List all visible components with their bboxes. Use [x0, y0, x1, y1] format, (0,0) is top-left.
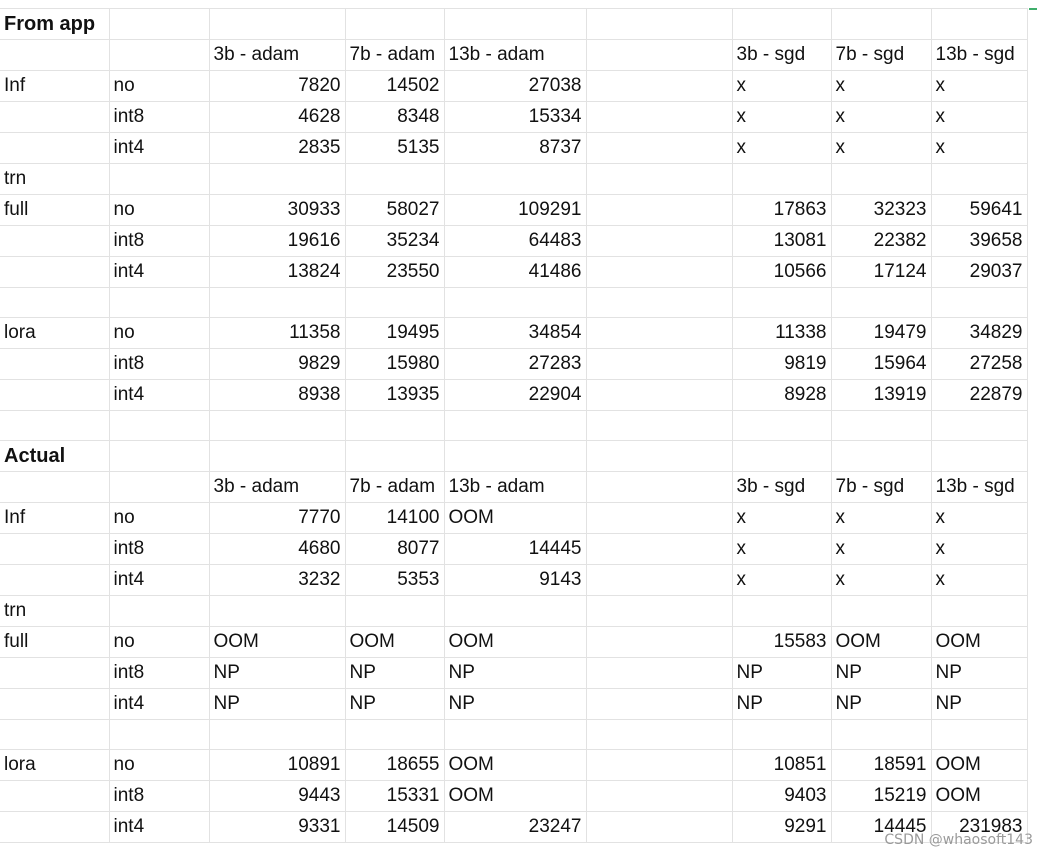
table-row [0, 441, 1027, 472]
table-cell[interactable]: x [931, 71, 1027, 102]
table-cell[interactable]: 27258 [931, 349, 1027, 380]
table-cell[interactable]: no [109, 195, 209, 226]
table-cell[interactable]: OOM [444, 781, 586, 812]
table-cell[interactable]: NP [732, 689, 831, 720]
table-cell[interactable] [345, 596, 444, 627]
table-row [0, 71, 1027, 102]
table-cell[interactable]: x [831, 534, 931, 565]
table-cell[interactable]: 9291 [732, 812, 831, 843]
table-cell[interactable]: int8 [109, 534, 209, 565]
table-row [0, 534, 1027, 565]
table-cell[interactable]: 11358 [209, 318, 345, 349]
table-cell[interactable] [0, 133, 109, 164]
table-row [0, 164, 1027, 195]
table-cell[interactable] [0, 257, 109, 288]
table-cell[interactable]: 109291 [444, 195, 586, 226]
table-cell[interactable] [109, 720, 209, 750]
table-cell[interactable]: x [931, 133, 1027, 164]
table-row [0, 349, 1027, 380]
table-cell[interactable]: x [831, 133, 931, 164]
table-cell[interactable]: 23550 [345, 257, 444, 288]
table-cell[interactable]: From app [0, 9, 109, 40]
table-cell[interactable]: NP [931, 689, 1027, 720]
table-cell[interactable] [586, 288, 732, 318]
table-cell[interactable]: int4 [109, 565, 209, 596]
table-cell[interactable]: 30933 [209, 195, 345, 226]
table-cell[interactable]: 4628 [209, 102, 345, 133]
table-cell[interactable] [0, 380, 109, 411]
table-cell[interactable]: NP [732, 658, 831, 689]
table-cell[interactable]: 14445 [444, 534, 586, 565]
table-cell[interactable] [732, 441, 831, 472]
table-cell[interactable] [586, 71, 732, 102]
table-cell[interactable] [831, 720, 931, 750]
table-cell[interactable] [109, 441, 209, 472]
table-cell[interactable]: 10851 [732, 750, 831, 781]
accent-line [1029, 8, 1037, 10]
table-cell[interactable]: 14100 [345, 503, 444, 534]
table-cell[interactable]: 14509 [345, 812, 444, 843]
table-cell[interactable]: x [931, 565, 1027, 596]
table-cell[interactable] [345, 720, 444, 750]
table-cell[interactable] [831, 9, 931, 40]
table-cell[interactable] [109, 40, 209, 71]
table-row [0, 318, 1027, 349]
table-cell[interactable] [586, 720, 732, 750]
table-cell[interactable] [732, 288, 831, 318]
watermark-text: CSDN @whaosoft143 [884, 832, 1033, 848]
table-cell[interactable] [586, 750, 732, 781]
table-cell[interactable] [586, 40, 732, 71]
table-cell[interactable]: OOM [345, 627, 444, 658]
table-cell[interactable]: int8 [109, 781, 209, 812]
table-cell[interactable]: 15334 [444, 102, 586, 133]
table-cell[interactable]: 41486 [444, 257, 586, 288]
table-cell[interactable] [345, 9, 444, 40]
table-row [0, 411, 1027, 441]
table-cell[interactable]: OOM [444, 627, 586, 658]
table-cell[interactable] [0, 349, 109, 380]
table-cell[interactable] [0, 534, 109, 565]
table-cell[interactable]: 35234 [345, 226, 444, 257]
table-cell[interactable]: OOM [209, 627, 345, 658]
table-cell[interactable] [586, 318, 732, 349]
table-cell[interactable] [586, 257, 732, 288]
table-cell[interactable]: 29037 [931, 257, 1027, 288]
table-cell[interactable]: 5135 [345, 133, 444, 164]
table-cell[interactable] [586, 349, 732, 380]
table-cell[interactable]: 8348 [345, 102, 444, 133]
table-cell[interactable] [345, 164, 444, 195]
table-cell[interactable] [0, 812, 109, 843]
table-cell[interactable]: x [732, 71, 831, 102]
table-cell[interactable]: x [831, 565, 931, 596]
table-cell[interactable]: NP [831, 658, 931, 689]
table-cell[interactable]: 19495 [345, 318, 444, 349]
table-cell[interactable]: x [931, 102, 1027, 133]
table-cell[interactable] [732, 596, 831, 627]
table-cell[interactable] [831, 596, 931, 627]
table-cell[interactable]: 8938 [209, 380, 345, 411]
table-cell[interactable] [0, 472, 109, 503]
table-cell[interactable]: 11338 [732, 318, 831, 349]
table-cell[interactable]: 13b - sgd [931, 472, 1027, 503]
table-cell[interactable] [0, 411, 109, 441]
table-cell[interactable] [345, 288, 444, 318]
table-cell[interactable]: int4 [109, 380, 209, 411]
table-cell[interactable] [209, 441, 345, 472]
table-cell[interactable]: int8 [109, 349, 209, 380]
table-row [0, 9, 1027, 40]
table-cell[interactable] [444, 720, 586, 750]
table-cell[interactable]: NP [931, 658, 1027, 689]
table-cell[interactable]: int4 [109, 812, 209, 843]
table-cell[interactable]: 15331 [345, 781, 444, 812]
table-cell[interactable] [586, 164, 732, 195]
table-row [0, 750, 1027, 781]
table-cell[interactable] [444, 441, 586, 472]
table-cell[interactable]: 7b - adam [345, 472, 444, 503]
table-cell[interactable]: 19479 [831, 318, 931, 349]
table-cell[interactable]: full [0, 195, 109, 226]
table-cell[interactable]: 2835 [209, 133, 345, 164]
table-cell[interactable]: 3b - adam [209, 472, 345, 503]
table-cell[interactable]: Inf [0, 503, 109, 534]
table-cell[interactable]: 7820 [209, 71, 345, 102]
table-cell[interactable] [586, 565, 732, 596]
table-cell[interactable]: 17124 [831, 257, 931, 288]
table-cell[interactable]: 7b - sgd [831, 40, 931, 71]
table-cell[interactable] [931, 164, 1027, 195]
table-cell[interactable]: 22879 [931, 380, 1027, 411]
table-cell[interactable] [831, 411, 931, 441]
table-cell[interactable]: 14445 [831, 812, 931, 843]
table-cell[interactable]: int4 [109, 257, 209, 288]
table-cell[interactable] [0, 781, 109, 812]
table-cell[interactable]: 27038 [444, 71, 586, 102]
table-cell[interactable] [0, 658, 109, 689]
table-cell[interactable] [586, 534, 732, 565]
table-row [0, 102, 1027, 133]
table-cell[interactable]: no [109, 318, 209, 349]
table-cell[interactable]: NP [831, 689, 931, 720]
table-cell[interactable] [209, 164, 345, 195]
table-cell[interactable]: 34854 [444, 318, 586, 349]
table-cell[interactable]: no [109, 627, 209, 658]
table-cell[interactable]: int4 [109, 133, 209, 164]
table-cell[interactable]: 64483 [444, 226, 586, 257]
table-cell[interactable] [831, 164, 931, 195]
table-cell[interactable]: 8737 [444, 133, 586, 164]
table-cell[interactable] [586, 627, 732, 658]
table-cell[interactable]: x [931, 503, 1027, 534]
table-cell[interactable] [209, 411, 345, 441]
table-cell[interactable]: 9443 [209, 781, 345, 812]
table-row [0, 288, 1027, 318]
table-row [0, 133, 1027, 164]
table-cell[interactable]: 7b - adam [345, 40, 444, 71]
table-cell[interactable]: 9829 [209, 349, 345, 380]
table-cell[interactable] [732, 164, 831, 195]
table-cell[interactable] [732, 720, 831, 750]
table-cell[interactable]: OOM [444, 750, 586, 781]
table-cell[interactable] [586, 133, 732, 164]
table-row [0, 565, 1027, 596]
table-cell[interactable]: 32323 [831, 195, 931, 226]
table-row [0, 627, 1027, 658]
table-cell[interactable] [209, 720, 345, 750]
table-cell[interactable]: 18655 [345, 750, 444, 781]
table-cell[interactable] [586, 596, 732, 627]
table-cell[interactable]: 10891 [209, 750, 345, 781]
table-cell[interactable]: 22904 [444, 380, 586, 411]
table-cell[interactable]: 13b - sgd [931, 40, 1027, 71]
table-cell[interactable] [831, 288, 931, 318]
table-cell[interactable]: 3b - adam [209, 40, 345, 71]
table-cell[interactable]: 17863 [732, 195, 831, 226]
table-cell[interactable]: 13b - adam [444, 472, 586, 503]
table-cell[interactable]: NP [444, 658, 586, 689]
table-cell[interactable] [586, 441, 732, 472]
table-cell[interactable] [109, 596, 209, 627]
table-cell[interactable] [444, 411, 586, 441]
table-cell[interactable]: x [931, 534, 1027, 565]
table-cell[interactable]: 3b - sgd [732, 472, 831, 503]
table-cell[interactable] [931, 288, 1027, 318]
table-cell[interactable] [586, 102, 732, 133]
table-cell[interactable] [931, 441, 1027, 472]
table-cell[interactable]: trn [0, 164, 109, 195]
table-cell[interactable]: int8 [109, 102, 209, 133]
table-cell[interactable] [586, 9, 732, 40]
table-cell[interactable] [586, 195, 732, 226]
table-cell[interactable]: 13919 [831, 380, 931, 411]
spreadsheet-table [0, 8, 1028, 843]
table-row [0, 503, 1027, 534]
table-cell[interactable]: 39658 [931, 226, 1027, 257]
table-cell[interactable]: x [732, 102, 831, 133]
table-cell[interactable]: int8 [109, 226, 209, 257]
table-cell[interactable] [109, 288, 209, 318]
table-cell[interactable] [0, 226, 109, 257]
table-cell[interactable] [586, 472, 732, 503]
table-cell[interactable]: x [732, 565, 831, 596]
table-cell[interactable]: 231983 [931, 812, 1027, 843]
table-cell[interactable] [0, 102, 109, 133]
table-cell[interactable]: 19616 [209, 226, 345, 257]
table-cell[interactable]: 5353 [345, 565, 444, 596]
table-cell[interactable]: 3b - sgd [732, 40, 831, 71]
table-cell[interactable] [0, 689, 109, 720]
table-cell[interactable]: 10566 [732, 257, 831, 288]
table-cell[interactable] [444, 288, 586, 318]
table-cell[interactable]: 4680 [209, 534, 345, 565]
table-cell[interactable] [109, 164, 209, 195]
table-cell[interactable]: NP [209, 689, 345, 720]
table-cell[interactable]: OOM [831, 627, 931, 658]
table-cell[interactable]: 9143 [444, 565, 586, 596]
table-cell[interactable]: no [109, 503, 209, 534]
table-cell[interactable]: x [831, 503, 931, 534]
table-cell[interactable]: 3232 [209, 565, 345, 596]
table-cell[interactable]: NP [444, 689, 586, 720]
table-cell[interactable] [732, 9, 831, 40]
table-cell[interactable]: 13b - adam [444, 40, 586, 71]
table-cell[interactable]: 7770 [209, 503, 345, 534]
table-cell[interactable]: 8077 [345, 534, 444, 565]
table-cell[interactable] [0, 565, 109, 596]
table-row [0, 812, 1027, 843]
table-cell[interactable] [444, 596, 586, 627]
table-cell[interactable]: 9331 [209, 812, 345, 843]
table-cell[interactable] [209, 9, 345, 40]
table-cell[interactable] [931, 9, 1027, 40]
table-row [0, 472, 1027, 503]
table-cell[interactable]: lora [0, 318, 109, 349]
table-cell[interactable] [931, 411, 1027, 441]
table-cell[interactable]: 14502 [345, 71, 444, 102]
table-cell[interactable]: x [732, 534, 831, 565]
table-cell[interactable]: NP [345, 658, 444, 689]
table-cell[interactable] [0, 40, 109, 71]
table-cell[interactable]: 23247 [444, 812, 586, 843]
table-cell[interactable] [444, 9, 586, 40]
table-cell[interactable]: lora [0, 750, 109, 781]
table-cell[interactable] [0, 720, 109, 750]
table-row [0, 596, 1027, 627]
table-cell[interactable]: OOM [931, 750, 1027, 781]
table-cell[interactable] [444, 164, 586, 195]
table-row [0, 40, 1027, 71]
table-cell[interactable]: 7b - sgd [831, 472, 931, 503]
table-row [0, 257, 1027, 288]
table-cell[interactable] [109, 9, 209, 40]
table-cell[interactable] [586, 812, 732, 843]
table-cell[interactable]: 15219 [831, 781, 931, 812]
table-cell[interactable] [209, 596, 345, 627]
table-cell[interactable] [586, 380, 732, 411]
table-cell[interactable] [586, 503, 732, 534]
table-row [0, 226, 1027, 257]
table-cell[interactable]: int4 [109, 689, 209, 720]
table-cell[interactable]: 13935 [345, 380, 444, 411]
table-cell[interactable]: Actual [0, 441, 109, 472]
table-row [0, 380, 1027, 411]
table-cell[interactable]: 34829 [931, 318, 1027, 349]
table-cell[interactable] [586, 689, 732, 720]
table-cell[interactable] [586, 658, 732, 689]
table-cell[interactable]: NP [345, 689, 444, 720]
table-cell[interactable] [931, 596, 1027, 627]
table-cell[interactable]: 15964 [831, 349, 931, 380]
table-cell[interactable]: OOM [931, 627, 1027, 658]
spreadsheet-body [0, 9, 1027, 843]
table-cell[interactable]: 9403 [732, 781, 831, 812]
table-cell[interactable]: 18591 [831, 750, 931, 781]
table-cell[interactable]: OOM [444, 503, 586, 534]
table-cell[interactable]: 8928 [732, 380, 831, 411]
table-cell[interactable]: 13824 [209, 257, 345, 288]
table-row [0, 195, 1027, 226]
table-cell[interactable]: 59641 [931, 195, 1027, 226]
table-cell[interactable] [586, 781, 732, 812]
table-cell[interactable] [931, 720, 1027, 750]
table-cell[interactable] [586, 411, 732, 441]
table-row [0, 658, 1027, 689]
table-cell[interactable]: 15583 [732, 627, 831, 658]
table-cell[interactable]: x [732, 503, 831, 534]
table-cell[interactable] [345, 411, 444, 441]
table-cell[interactable]: x [831, 71, 931, 102]
table-cell[interactable] [109, 411, 209, 441]
table-cell[interactable]: 9819 [732, 349, 831, 380]
table-cell[interactable] [831, 441, 931, 472]
table-cell[interactable]: trn [0, 596, 109, 627]
table-row [0, 720, 1027, 750]
table-cell[interactable] [0, 288, 109, 318]
table-cell[interactable] [586, 226, 732, 257]
table-cell[interactable]: no [109, 71, 209, 102]
table-cell[interactable]: no [109, 750, 209, 781]
table-cell[interactable]: 13081 [732, 226, 831, 257]
table-row [0, 781, 1027, 812]
table-cell[interactable]: 58027 [345, 195, 444, 226]
table-cell[interactable] [732, 411, 831, 441]
table-cell[interactable]: OOM [931, 781, 1027, 812]
table-cell[interactable] [209, 288, 345, 318]
table-cell[interactable]: int8 [109, 658, 209, 689]
table-cell[interactable]: 22382 [831, 226, 931, 257]
table-cell[interactable] [345, 441, 444, 472]
table-cell[interactable]: 27283 [444, 349, 586, 380]
table-cell[interactable]: x [831, 102, 931, 133]
table-cell[interactable]: x [732, 133, 831, 164]
table-cell[interactable] [109, 472, 209, 503]
table-cell[interactable]: NP [209, 658, 345, 689]
table-cell[interactable]: Inf [0, 71, 109, 102]
table-cell[interactable]: full [0, 627, 109, 658]
table-cell[interactable]: 15980 [345, 349, 444, 380]
table-row [0, 689, 1027, 720]
